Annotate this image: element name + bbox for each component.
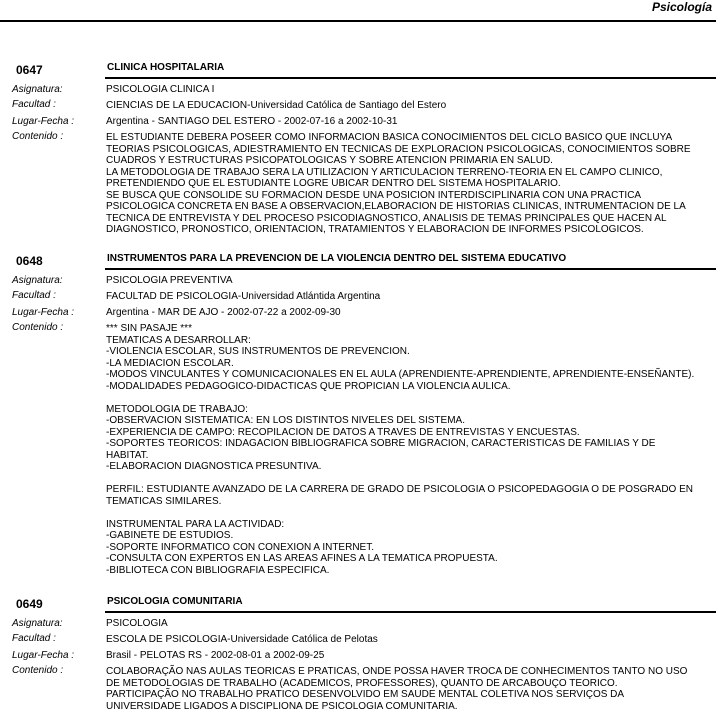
content-line: -SOPORTE INFORMATICO CON CONEXION A INTERNET. <box>106 541 374 553</box>
content-line: -MODOS VINCULANTES Y COMUNICACIONALES EN EL AULA (APRENDIENTE-APRENDIENTE, APRENDIENTE-ENSEÑANTE). <box>106 369 695 380</box>
asignatura-label: Asignatura: <box>12 84 63 95</box>
content-line: METODOLOGIA DE TRABAJO: <box>106 403 248 415</box>
content-line: EL ESTUDIANTE DEBERA POSEER COMO INFORMACION BASICA CONOCIMIENTOS DEL CICLO BASICO QUE INCLUYA <box>106 132 673 143</box>
lugar-fecha-value: Argentina - SANTIAGO DEL ESTERO - 2002-07-16 a 2002-10-31 <box>106 116 398 127</box>
content-line: DE METODOLOGIAS DE TRABALHO (ACADEMICOS, PROFESSORES), QUANTO DE ARCABOUÇO TEORICO. <box>106 677 618 689</box>
content-line: -SOPORTES TEORICOS: INDAGACION BIBLIOGRAFICA SOBRE MIGRACION, CARACTERISTICAS DE FAMILIAS Y DE <box>106 438 656 449</box>
content-line: -ELABORACION DIAGNOSTICA PRESUNTIVA. <box>106 461 322 472</box>
facultad-value: ESCOLA DE PSICOLOGIA-Universidade Católica de Pelotas <box>106 634 378 645</box>
content-line: INSTRUMENTAL PARA LA ACTIVIDAD: <box>106 518 285 530</box>
lugar-fecha-label: Lugar-Fecha : <box>12 650 75 661</box>
facultad-value: FACULTAD DE PSICOLOGIA-Universidad Atlántida Argentina <box>106 291 381 302</box>
content-line: COLABORAÇÃO NAS AULAS TEORICAS E PRATICAS, ONDE POSSA HAVER TROCA DE CONHECIMENTOS TANTO NO USO <box>106 666 688 677</box>
content-line: HABITAT. <box>106 449 149 461</box>
content-line: *** SIN PASAJE *** <box>106 323 192 334</box>
entry-number: 0649 <box>16 597 43 611</box>
lugar-fecha-value: Brasil - PELOTAS RS - 2002-08-01 a 2002-09-25 <box>106 650 325 661</box>
contenido-label: Contenido : <box>12 131 64 142</box>
content-line: -OBSERVACION SISTEMATICA: EN LOS DISTINTOS NIVELES DEL SISTEMA. <box>106 415 465 426</box>
content-line: CUADROS Y ESTRUCTURAS PSICOPATOLOGICAS Y SOBRE ATENCION PRIMARIA EN SALUD. <box>106 155 553 166</box>
entry-divider <box>105 268 716 270</box>
lugar-fecha-value: Argentina - MAR DE AJO - 2002-07-22 a 2002-09-30 <box>106 307 341 318</box>
entry-title: PSICOLOGIA COMUNITARIA <box>107 596 243 607</box>
content-spacer <box>106 392 714 404</box>
content-line: TEMATICAS SIMILARES. <box>106 495 222 507</box>
content-spacer <box>106 473 714 485</box>
header-divider <box>0 20 716 22</box>
content-line: -VIOLENCIA ESCOLAR, SUS INSTRUMENTOS DE PREVENCION. <box>106 346 410 357</box>
content-line: -MODALIDADES PEDAGOGICO-DIDACTICAS QUE PROPICIAN LA VIOLENCIA AULICA. <box>106 380 511 392</box>
content-line: LA METODOLOGIA DE TRABAJO SERA LA UTILIZACION Y ARTICULACION TERRENO-TEORIA EN EL CAMPO CLINICO, <box>106 166 663 178</box>
content-line: TEORIAS PSICOLOGICAS, ADIESTRAMIENTO EN TECNICAS DE EXPLORACION PSICOLOGICAS, CONOCIMIENTOS SOBRE <box>106 143 691 155</box>
contenido-text <box>106 666 714 712</box>
content-line: TEMATICAS A DESARROLLAR: <box>106 334 251 346</box>
content-line: UNIVERSIDADE LIGADOS A DISCIPLIONA DE PSICOLOGIA COMUNITARIA. <box>106 700 458 712</box>
content-line: -GABINETE DE ESTUDIOS. <box>106 530 234 541</box>
entry-number: 0648 <box>16 254 43 268</box>
lugar-fecha-label: Lugar-Fecha : <box>12 116 75 127</box>
asignatura-value: PSICOLOGIA PREVENTIVA <box>106 275 233 286</box>
contenido-text <box>106 323 714 576</box>
asignatura-label: Asignatura: <box>12 618 63 629</box>
contenido-text <box>106 132 714 236</box>
content-line: SE BUSCA QUE CONSOLIDE SU FORMACION DESDE UNA POSICION INTERDISCIPLINARIA CON UNA PRACTICA <box>106 189 642 201</box>
entry-number: 0647 <box>16 63 43 77</box>
facultad-label: Facultad : <box>12 633 56 644</box>
contenido-label: Contenido : <box>12 322 64 333</box>
content-line: PARTICIPAÇÃO NO TRABALHO PRATICO DESENVOLVIDO EM SAUDE MENTAL COLETIVA NOS SERVIÇOS DA <box>106 689 625 700</box>
entry-divider <box>105 77 716 79</box>
facultad-label: Facultad : <box>12 290 56 301</box>
content-line: -LA MEDIACION ESCOLAR. <box>106 357 234 369</box>
content-line: TECNICA DE ENTREVISTA Y DEL PROCESO PSICODIAGNOSTICO, ANALISIS DE TEMAS PRINCIPALES QUE HACEN AL <box>106 212 667 224</box>
content-line: PRETENDIENDO QUE EL ESTUDIANTE LOGRE UBICAR DENTRO DEL SISTEMA HOSPITALARIO. <box>106 178 561 189</box>
content-line: -BIBLIOTECA CON BIBLIOGRAFIA ESPECIFICA. <box>106 564 330 576</box>
asignatura-label: Asignatura: <box>12 275 63 286</box>
content-line: -EXPERIENCIA DE CAMPO: RECOPILACION DE DATOS A TRAVES DE ENTREVISTAS Y ENCUESTAS. <box>106 426 580 438</box>
entry-divider <box>105 611 716 613</box>
facultad-value: CIENCIAS DE LA EDUCACION-Universidad Católica de Santiago del Estero <box>106 100 447 111</box>
content-spacer <box>106 507 714 519</box>
asignatura-value: PSICOLOGIA <box>106 618 168 629</box>
lugar-fecha-label: Lugar-Fecha : <box>12 307 75 318</box>
content-line: DIAGNOSTICO, PRONOSTICO, ORIENTACION, TRATAMIENTOS Y ELABORACION DE INFORMES PSICOLOGICOS. <box>106 224 644 235</box>
entry-title: CLINICA HOSPITALARIA <box>107 62 225 73</box>
contenido-label: Contenido : <box>12 665 64 676</box>
facultad-label: Facultad : <box>12 99 56 110</box>
asignatura-value: PSICOLOGIA CLINICA I <box>106 84 215 95</box>
entry-title: INSTRUMENTOS PARA LA PREVENCION DE LA VIOLENCIA DENTRO DEL SISTEMA EDUCATIVO <box>107 253 567 264</box>
content-line: PERFIL: ESTUDIANTE AVANZADO DE LA CARRERA DE GRADO DE PSICOLOGIA O PSICOPEDAGOGIA O DE POSGRADO EN <box>106 484 693 495</box>
content-line: PSICOLOGICA CONCRETA EN BASE A OBSERVACION,ELABORACION DE HISTORIAS CLINICAS, INTRUMENTACION DE LA <box>106 201 686 212</box>
content-line: -CONSULTA CON EXPERTOS EN LAS AREAS AFINES A LA TEMATICA PROPUESTA. <box>106 553 498 564</box>
section-title: Psicología <box>651 0 712 14</box>
